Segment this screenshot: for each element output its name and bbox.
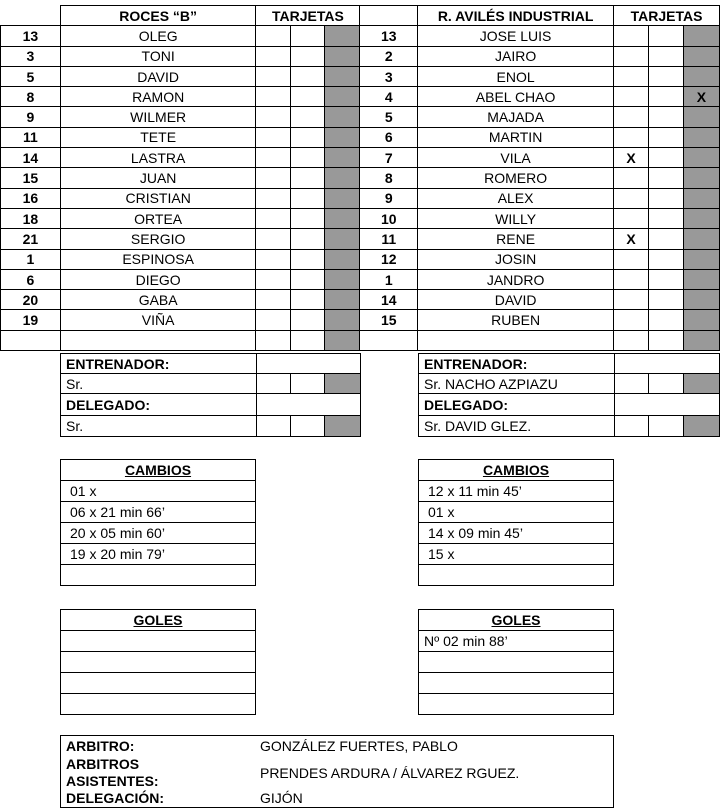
away-card-2 [648,310,683,330]
away-goal: Nº 02 min 88’ [419,631,614,652]
home-card-2 [291,269,325,289]
away-card-2 [648,208,683,228]
home-substitution-row [61,544,256,565]
staff-blank [256,354,360,374]
home-player-name: VIÑA [60,310,256,330]
away-card-red [683,269,719,289]
home-card-red [325,127,360,147]
away-card-2 [648,107,683,127]
header-blank [1,6,61,26]
away-player-name: ENOL [418,66,614,86]
staff-card-cell [256,374,291,394]
away-goal-row [419,694,614,715]
home-player-number: 15 [1,168,61,188]
away-goal-row [419,631,614,652]
home-card-red [325,188,360,208]
home-goal-row [61,673,256,694]
empty-cell [683,330,719,350]
away-substitution: 12 x 11 min 45’ [419,481,614,502]
away-delegate-name: Sr. DAVID GLEZ. [419,416,615,437]
home-player-name: TETE [60,127,256,147]
away-player-number: 9 [360,188,418,208]
away-card-red [683,26,719,46]
away-player-number: 14 [360,290,418,310]
away-player-number: 7 [360,148,418,168]
home-subs-title: CAMBIOS [61,460,256,481]
assistants-label-line2: ASISTENTES: [66,772,159,789]
away-card-red [683,127,719,147]
away-player-number: 11 [360,229,418,249]
away-card-1 [614,310,649,330]
home-card-red [325,269,360,289]
home-card-1 [256,87,291,107]
away-card-2 [648,229,683,249]
away-substitution: 15 x [419,544,614,565]
home-card-2 [291,107,325,127]
staff-card-cell [649,416,684,437]
home-player-number: 8 [1,87,61,107]
away-card-red [683,168,719,188]
staff-blank [614,354,719,374]
home-card-2 [291,208,325,228]
home-card-red [325,107,360,127]
delegation-name: GIJÓN [259,790,303,807]
home-player-number: 18 [1,208,61,228]
away-substitution: 14 x 09 min 45’ [419,523,614,544]
away-card-1 [614,127,649,147]
away-card-red [683,229,719,249]
away-card-1 [614,26,649,46]
away-player-number: 4 [360,87,418,107]
roster-row [1,188,720,208]
away-player-number: 10 [360,208,418,228]
away-player-name: VILA [418,148,614,168]
home-player-number: 19 [1,310,61,330]
home-card-1 [256,127,291,147]
home-substitution: 01 x [61,481,256,502]
staff-card-cell [325,374,361,394]
away-player-name: JANDRO [418,269,614,289]
away-coach-name: Sr. NACHO AZPIAZU [419,374,615,394]
away-goal-row [419,652,614,673]
empty-cell [614,330,649,350]
roster-header-row [1,6,720,26]
away-player-number: 13 [360,26,418,46]
header-blank [360,6,418,26]
staff-card-cell [614,374,649,394]
away-goal [419,694,614,715]
home-goal [61,673,256,694]
home-goal [61,652,256,673]
home-goal [61,631,256,652]
home-goals-title: GOLES [61,610,256,631]
home-player-number: 11 [1,127,61,147]
home-card-2 [291,249,325,269]
empty-cell [325,330,360,350]
away-subs-title: CAMBIOS [419,460,614,481]
away-card-1 [614,87,649,107]
home-player-name: ESPINOSA [60,249,256,269]
away-goal [419,673,614,694]
roster-empty-row [1,330,720,350]
home-player-number: 21 [1,229,61,249]
away-substitution: 01 x [419,502,614,523]
home-card-red [325,310,360,330]
away-card-1 [614,249,649,269]
home-player-number: 3 [1,46,61,66]
staff-card-cell [684,374,720,394]
home-player-name: LASTRA [60,148,256,168]
home-card-1 [256,26,291,46]
home-coach-label: ENTRENADOR: [61,354,257,374]
home-player-name: WILMER [60,107,256,127]
roster-row [1,46,720,66]
home-card-1 [256,269,291,289]
away-substitution-row [419,481,614,502]
away-player-name: JOSIN [418,249,614,269]
away-card-1 [614,269,649,289]
referee-label: ARBITRO: [66,737,135,754]
empty-cell [256,330,291,350]
away-goal-row [419,673,614,694]
home-substitution-row [61,565,256,586]
home-card-1 [256,208,291,228]
home-staff-table [60,353,361,437]
empty-cell [360,330,418,350]
away-player-name: RUBEN [418,310,614,330]
staff-card-cell [256,416,291,437]
roster-row [1,290,720,310]
away-staff-table [418,353,720,437]
away-player-number: 8 [360,168,418,188]
staff-blank [256,394,360,416]
roster-body [1,26,720,351]
home-card-2 [291,168,325,188]
roster-row [1,208,720,228]
home-delegate-label: DELEGADO: [61,394,257,416]
home-card-2 [291,188,325,208]
home-goal [61,694,256,715]
home-player-name: OLEG [60,26,256,46]
home-player-number: 5 [1,66,61,86]
away-player-number: 12 [360,249,418,269]
away-card-red [683,290,719,310]
home-goal-row [61,631,256,652]
away-player-name: ABEL CHAO [418,87,614,107]
home-card-2 [291,148,325,168]
roster-row [1,310,720,330]
away-card-1 [614,46,649,66]
home-goal-row [61,652,256,673]
roster-row [1,87,720,107]
home-player-number: 6 [1,269,61,289]
away-card-2 [648,87,683,107]
home-player-number: 20 [1,290,61,310]
home-player-name: CRISTIAN [60,188,256,208]
away-card-2 [648,127,683,147]
home-card-1 [256,290,291,310]
home-substitution-row [61,481,256,502]
staff-card-cell [291,374,325,394]
home-card-red [325,229,360,249]
away-card-red [683,66,719,86]
empty-cell [60,330,256,350]
home-card-2 [291,66,325,86]
assistants-label-line1: ARBITROS [66,755,140,772]
away-card-2 [648,148,683,168]
home-card-red [325,249,360,269]
away-card-red [683,208,719,228]
away-card-1 [614,208,649,228]
empty-cell [291,330,325,350]
home-player-number: 16 [1,188,61,208]
home-card-1 [256,107,291,127]
away-substitutions-table [418,459,614,586]
away-player-name: JAIRO [418,46,614,66]
home-card-2 [291,87,325,107]
home-team-name: ROCES “B” [60,6,256,26]
home-card-1 [256,188,291,208]
staff-blank [614,394,719,416]
roster-row [1,269,720,289]
away-card-2 [648,290,683,310]
home-card-1 [256,168,291,188]
away-card-red [683,188,719,208]
away-goal [419,652,614,673]
home-card-red [325,148,360,168]
away-card-red [683,249,719,269]
away-substitution-row [419,523,614,544]
home-substitution-row [61,523,256,544]
away-player-name: JOSE LUIS [418,26,614,46]
away-card-1: X [614,229,649,249]
away-player-number: 1 [360,269,418,289]
away-card-2 [648,249,683,269]
home-card-1 [256,66,291,86]
away-card-2 [648,66,683,86]
away-player-name: MARTIN [418,127,614,147]
away-card-1: X [614,148,649,168]
home-card-1 [256,310,291,330]
home-card-red [325,208,360,228]
away-player-number: 3 [360,66,418,86]
home-cards-header: TARJETAS [256,6,360,26]
away-substitution-row [419,544,614,565]
staff-card-cell [291,416,325,437]
home-card-2 [291,46,325,66]
roster-row [1,249,720,269]
away-card-red [683,107,719,127]
away-card-2 [648,26,683,46]
away-player-name: ROMERO [418,168,614,188]
home-substitution: 19 x 20 min 79’ [61,544,256,565]
empty-cell [648,330,683,350]
away-player-number: 15 [360,310,418,330]
away-card-2 [648,188,683,208]
roster-row [1,107,720,127]
away-card-1 [614,290,649,310]
home-player-name: DAVID [60,66,256,86]
away-card-1 [614,188,649,208]
home-player-name: DIEGO [60,269,256,289]
home-player-number: 9 [1,107,61,127]
home-player-number: 14 [1,148,61,168]
away-player-name: WILLY [418,208,614,228]
away-card-red [683,148,719,168]
delegation-label: DELEGACIÓN: [66,790,164,807]
away-goals-title: GOLES [419,610,614,631]
home-player-name: TONI [60,46,256,66]
away-substitution [419,565,614,586]
home-card-1 [256,46,291,66]
away-card-1 [614,66,649,86]
home-goals-table [60,609,256,715]
away-player-number: 6 [360,127,418,147]
home-card-red [325,290,360,310]
away-player-name: MAJADA [418,107,614,127]
roster-row [1,127,720,147]
away-card-red [683,310,719,330]
home-coach-name: Sr. [61,374,257,394]
home-card-1 [256,229,291,249]
roster-row [1,168,720,188]
home-player-name: ORTEA [60,208,256,228]
away-card-red [683,46,719,66]
home-substitutions-table [60,459,256,586]
home-card-2 [291,26,325,46]
assistants-label [61,756,260,790]
away-player-number: 2 [360,46,418,66]
empty-cell [418,330,614,350]
away-team-name: R. AVILÉS INDUSTRIAL [418,6,614,26]
home-card-2 [291,229,325,249]
away-card-2 [648,269,683,289]
away-player-name: DAVID [418,290,614,310]
home-card-red [325,46,360,66]
home-substitution: 20 x 05 min 60’ [61,523,256,544]
roster-table [0,5,720,351]
staff-card-cell [614,416,649,437]
away-card-red: X [683,87,719,107]
referee-name: GONZÁLEZ FUERTES, PABLO [259,737,458,754]
home-player-number: 1 [1,249,61,269]
home-player-name: RAMON [60,87,256,107]
staff-card-cell [684,416,720,437]
home-player-number: 13 [1,26,61,46]
roster-row [1,66,720,86]
home-goal-row [61,694,256,715]
home-card-red [325,168,360,188]
away-substitution-row [419,502,614,523]
assistants-names: PRENDES ARDURA / ÁLVAREZ RGUEZ. [259,764,520,781]
home-card-2 [291,290,325,310]
home-substitution-row [61,502,256,523]
home-card-2 [291,127,325,147]
roster-row [1,229,720,249]
staff-card-cell [649,374,684,394]
home-substitution [61,565,256,586]
home-substitution: 06 x 21 min 66’ [61,502,256,523]
home-player-name: JUAN [60,168,256,188]
home-player-name: GABA [60,290,256,310]
away-cards-header: TARJETAS [614,6,720,26]
away-goals-table [418,609,614,715]
staff-card-cell [325,416,361,437]
home-delegate-name: Sr. [61,416,257,437]
away-card-1 [614,107,649,127]
empty-cell [1,330,61,350]
away-coach-label: ENTRENADOR: [419,354,615,374]
roster-row [1,26,720,46]
home-player-name: SERGIO [60,229,256,249]
away-player-number: 5 [360,107,418,127]
home-card-2 [291,310,325,330]
away-card-1 [614,168,649,188]
home-card-red [325,66,360,86]
away-delegate-label: DELEGADO: [419,394,615,416]
home-card-1 [256,148,291,168]
home-card-red [325,87,360,107]
away-player-name: ALEX [418,188,614,208]
away-card-2 [648,168,683,188]
home-card-1 [256,249,291,269]
roster-row [1,148,720,168]
away-substitution-row [419,565,614,586]
away-card-2 [648,46,683,66]
away-player-name: RENE [418,229,614,249]
home-card-red [325,26,360,46]
officials-table [60,735,614,808]
